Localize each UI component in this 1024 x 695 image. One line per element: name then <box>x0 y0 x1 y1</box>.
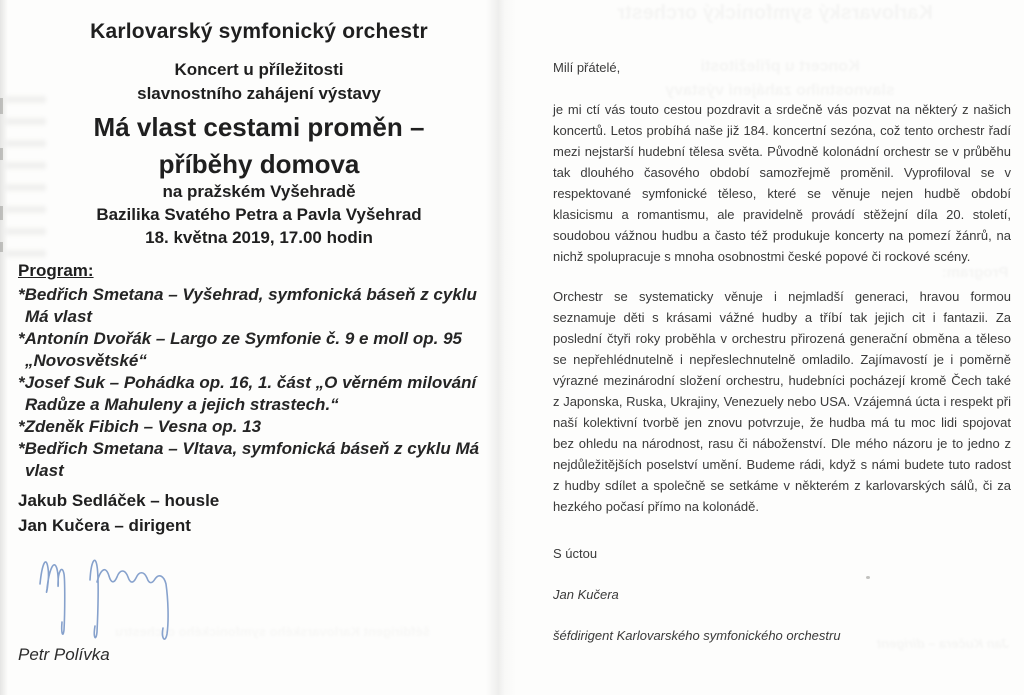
bleed-through-text: slavnostního zahájení výstavy <box>665 82 895 99</box>
bleed-through-mark <box>0 98 3 114</box>
event-datetime: 18. května 2019, 17.00 hodin <box>145 228 373 247</box>
occasion-line-1: Koncert u příležitosti <box>174 60 344 79</box>
program-item: *Antonín Dvořák – Largo ze Symfonie č. 9 e moll op. 95 „Novosvětské“ <box>18 329 462 370</box>
exhibition-title-line-2: příběhy domova <box>158 149 360 179</box>
bleed-through-text: Karlovarský symfonický orchestr <box>617 2 933 24</box>
performers-block <box>18 488 500 538</box>
bleed-through-text: Koncert u příležitosti <box>700 58 860 75</box>
bleed-through-text: šéfdirigent Karlovarského symfonického orchestru <box>115 624 430 639</box>
program-item: *Zdeněk Fibich – Vesna op. 13 <box>18 417 262 436</box>
handwritten-signature <box>32 550 182 652</box>
program-page <box>18 0 500 695</box>
exhibition-title-line-1: Má vlast cestami proměn – <box>93 112 425 142</box>
signature-stroke <box>97 570 168 639</box>
letter-salutation: Milí přátelé, <box>553 60 621 75</box>
performer-violin: Jakub Sedláček – housle <box>18 491 220 510</box>
program-item: *Josef Suk – Pohádka op. 16, 1. část „O věrném milování Radůze a Mahuleny a jejich strastech.“ <box>18 373 477 414</box>
letter-paragraph-1: je mi ctí vás touto cestou pozdravit a srdečně vás pozvat na některý z našich koncertů. Letos probíhá naše již 184. koncertní sezóna, což tento orchestr řadí mezi nejstarší hudební tělesa světa. Původně kolonádní orchestr se v průběhu tak dlouhého časového období samozřejmě proměnil. Vyprofiloval se v respektované symfonické těleso, které se věnuje nejen hudbě období klasicismu a romantismu, ale pravidelně provádí stěžejní díla 20. století, soudobou vážnou hudbu a často též produkuje koncerty na pomezí žánrů, na nichž spolupracuje s mnoha osobnostmi české popové či rockové scény. <box>553 102 1011 264</box>
location-line-2: Bazilika Svatého Petra a Pavla Vyšehrad <box>96 205 422 224</box>
signatory-name: Petr Polívka <box>18 645 110 664</box>
letter-page <box>553 0 1011 695</box>
occasion-line-2: slavnostního zahájení výstavy <box>137 84 381 103</box>
signature-stroke <box>40 562 65 634</box>
program-heading: Program: <box>18 261 94 280</box>
bleed-through-mark <box>0 148 3 160</box>
letter-signer-name: Jan Kučera <box>553 587 619 602</box>
signature-stroke <box>90 560 98 637</box>
letter-paragraph-2: Orchestr se systematicky věnuje i nejmladší generaci, hravou formou seznamuje děti s krásami vážné hudby a tříbí tak jejich cit i fantazii. Za poslední čtyři roky proběhla v orchestru přirozená generační obměna a těleso se nepřehlédnutelně i nepřeslechnutelně omladilo. Zajímavostí je i poměrně výrazné mezinárodní složení orchestru, hudebníci pocházejí kromě Čech také z Japonska, Ruska, Ukrajiny, Venezuely nebo USA. Vzájemná úcta i respekt při naší kolektivní tvorbě jen znovu potvrzuje, že hudba má tu moc lidi spojovat bez ohledu na národnost, rasu či náboženství. Dle mého názoru je to jedno z nejdůležitějších poselství umění. Budeme rádi, když s námi budete tuto radost z hudby sdílet a společně se setkáme v některém z karlovarských sálů, či za hezkého počasí přímo na kolonádě. <box>553 289 1011 514</box>
letter-closing: S úctou <box>553 546 598 561</box>
performer-conductor: Jan Kučera – dirigent <box>18 516 191 535</box>
letter-signer-title: šéfdirigent Karlovarského symfonického orchestru <box>553 628 841 643</box>
location-line-1: na pražském Vyšehradě <box>162 182 356 201</box>
orchestra-title: Karlovarský symfonický orchestr <box>90 20 428 43</box>
bleed-through-text: Jan Kučera – dirigent <box>876 636 1010 651</box>
program-item: *Bedřich Smetana – Vltava, symfonická báseň z cyklu Má vlast <box>18 439 480 480</box>
program-list <box>18 284 500 482</box>
bleed-through-mark <box>0 206 3 220</box>
bleed-through-mark <box>0 242 3 252</box>
bleed-through-text: Program: <box>941 264 1009 281</box>
program-item: *Bedřich Smetana – Vyšehrad, symfonická báseň z cyklu Má vlast <box>18 285 477 326</box>
